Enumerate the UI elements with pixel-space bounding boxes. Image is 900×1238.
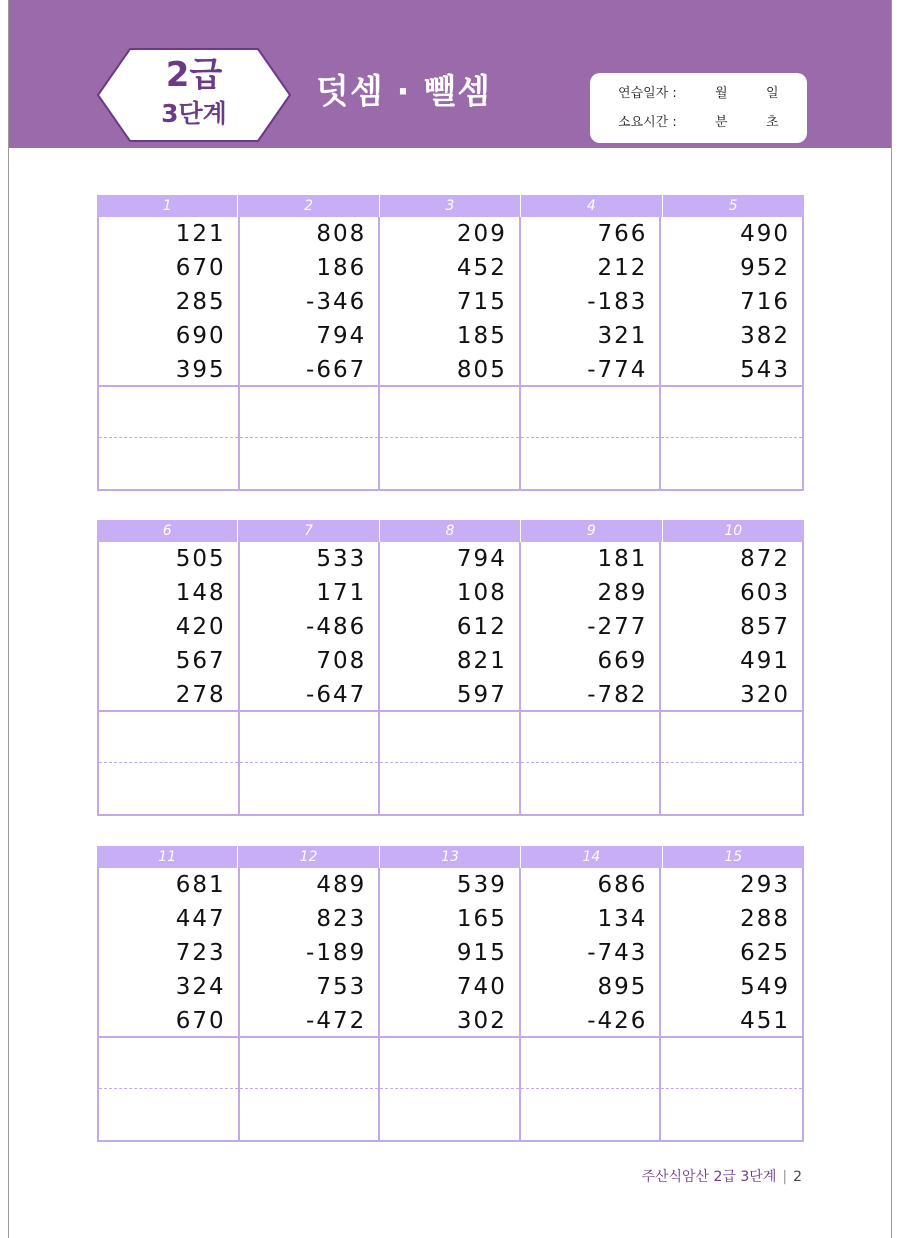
operand: 612 [456, 614, 507, 640]
operand: 549 [740, 974, 791, 1000]
answer-divider [521, 710, 660, 712]
operand: -774 [587, 357, 648, 383]
operand: -183 [587, 289, 648, 315]
operand: -743 [587, 940, 648, 966]
operand: 185 [456, 323, 507, 349]
level-badge [96, 47, 292, 143]
answer-dashed-line [99, 1088, 238, 1089]
operand: -667 [306, 357, 367, 383]
problem-number: 1 [97, 195, 238, 217]
operand: -647 [306, 682, 367, 708]
problem-column [99, 217, 240, 489]
operand: 794 [456, 546, 507, 572]
operand: -426 [587, 1008, 648, 1034]
time-taken-row [590, 113, 807, 133]
problem-column [521, 868, 662, 1140]
operand: 857 [740, 614, 791, 640]
operand: -189 [306, 940, 367, 966]
operand: 134 [597, 906, 648, 932]
month-unit: 월 [715, 86, 728, 101]
operand: 505 [175, 546, 226, 572]
operand: 543 [740, 357, 791, 383]
operand: 491 [740, 648, 791, 674]
operand: 670 [175, 1008, 226, 1034]
grade-label: 2급 [165, 55, 223, 95]
answer-dashed-line [380, 762, 519, 763]
problem-grid [97, 217, 804, 491]
problem-column [380, 217, 521, 489]
operand: 533 [316, 546, 367, 572]
problem-grid [97, 868, 804, 1142]
problem-number: 12 [238, 846, 379, 868]
answer-dashed-line [99, 762, 238, 763]
practice-info-box [590, 73, 807, 143]
operand: 872 [740, 546, 791, 572]
operand: 165 [456, 906, 507, 932]
answer-divider [380, 710, 519, 712]
answer-divider [661, 710, 802, 712]
problem-number: 5 [728, 198, 738, 214]
problem-number: 14 [521, 846, 662, 868]
operand: 952 [740, 255, 791, 281]
problem-number: 11 [97, 846, 238, 868]
operand: 447 [175, 906, 226, 932]
answer-dashed-line [661, 437, 802, 438]
answer-divider [661, 385, 802, 387]
problem-column [99, 542, 240, 814]
operand: 121 [175, 221, 226, 247]
operand: 690 [175, 323, 226, 349]
operand: 715 [456, 289, 507, 315]
operand: 451 [740, 1008, 791, 1034]
operand: 708 [316, 648, 367, 674]
answer-dashed-line [661, 1088, 802, 1089]
minute-unit: 분 [715, 115, 728, 130]
operand: 823 [316, 906, 367, 932]
problem-column [99, 868, 240, 1140]
operand: 452 [456, 255, 507, 281]
day-unit: 일 [766, 86, 779, 101]
operand: -346 [306, 289, 367, 315]
operand: 821 [456, 648, 507, 674]
page-footer [641, 1167, 802, 1187]
problem-number: 4 [521, 195, 662, 217]
answer-divider [240, 710, 379, 712]
operand: 148 [175, 580, 226, 606]
problem-column [240, 542, 381, 814]
problem-number-row [97, 195, 804, 217]
operand: 489 [316, 872, 367, 898]
problem-number: 6 [97, 520, 238, 542]
problem-column [521, 542, 662, 814]
problem-number: 8 [380, 520, 521, 542]
operand: 915 [456, 940, 507, 966]
operand: 740 [456, 974, 507, 1000]
answer-divider [99, 385, 238, 387]
operand: 420 [175, 614, 226, 640]
answer-divider [99, 1036, 238, 1038]
operand: 603 [740, 580, 791, 606]
operand: 288 [740, 906, 791, 932]
problem-grid [97, 542, 804, 816]
operand: 324 [175, 974, 226, 1000]
problem-column [240, 868, 381, 1140]
operand: -486 [306, 614, 367, 640]
answer-dashed-line [240, 762, 379, 763]
answer-divider [99, 710, 238, 712]
problem-column [521, 217, 662, 489]
operand: 681 [175, 872, 226, 898]
operand: 321 [597, 323, 648, 349]
answer-divider [521, 1036, 660, 1038]
footer-separator: | [782, 1169, 788, 1185]
operand: -277 [587, 614, 648, 640]
problem-number: 7 [238, 520, 379, 542]
operand: 625 [740, 940, 791, 966]
operand: 753 [316, 974, 367, 1000]
operand: 808 [316, 221, 367, 247]
answer-dashed-line [521, 1088, 660, 1089]
answer-dashed-line [661, 762, 802, 763]
operand: 181 [597, 546, 648, 572]
practice-date-row [590, 84, 807, 104]
answer-dashed-line [240, 437, 379, 438]
problem-column [661, 542, 802, 814]
operand: 320 [740, 682, 791, 708]
problem-number-row [97, 520, 804, 542]
practice-date-label: 연습일자 : [618, 86, 677, 101]
operand: 278 [175, 682, 226, 708]
answer-dashed-line [99, 437, 238, 438]
operand: 289 [597, 580, 648, 606]
time-taken-label: 소요시간 : [618, 115, 677, 130]
problem-number-row [97, 846, 804, 868]
operand: 293 [740, 872, 791, 898]
second-unit: 초 [766, 115, 779, 130]
problem-column [380, 542, 521, 814]
operand: 895 [597, 974, 648, 1000]
answer-dashed-line [240, 1088, 379, 1089]
operand: 670 [175, 255, 226, 281]
answer-dashed-line [521, 762, 660, 763]
operand: 285 [175, 289, 226, 315]
operand: 539 [456, 872, 507, 898]
answer-divider [380, 1036, 519, 1038]
answer-dashed-line [521, 437, 660, 438]
operand: 567 [175, 648, 226, 674]
problem-column [380, 868, 521, 1140]
footer-book-title: 주산식암산 2급 3단계 [641, 1169, 777, 1185]
operand: 382 [740, 323, 791, 349]
operand: 766 [597, 221, 648, 247]
problem-number: 3 [380, 195, 521, 217]
operand: -472 [306, 1008, 367, 1034]
problem-column [661, 217, 802, 489]
page-title: 덧셈 · 뺄셈 [316, 72, 491, 112]
operand: 212 [597, 255, 648, 281]
operand: 209 [456, 221, 507, 247]
operand: -782 [587, 682, 648, 708]
operand: 669 [597, 648, 648, 674]
problem-number: 15 [724, 849, 743, 865]
problem-number: 2 [238, 195, 379, 217]
operand: 395 [175, 357, 226, 383]
operand: 597 [456, 682, 507, 708]
problem-column [661, 868, 802, 1140]
operand: 171 [316, 580, 367, 606]
answer-divider [380, 385, 519, 387]
problem-column [240, 217, 381, 489]
problem-number: 10 [724, 523, 743, 539]
operand: 723 [175, 940, 226, 966]
operand: 686 [597, 872, 648, 898]
step-label: 3단계 [161, 99, 227, 128]
answer-dashed-line [380, 1088, 519, 1089]
answer-dashed-line [380, 437, 519, 438]
problem-number: 9 [521, 520, 662, 542]
operand: 794 [316, 323, 367, 349]
operand: 302 [456, 1008, 507, 1034]
operand: 805 [456, 357, 507, 383]
answer-divider [240, 385, 379, 387]
answer-divider [240, 1036, 379, 1038]
problem-number: 13 [380, 846, 521, 868]
operand: 108 [456, 580, 507, 606]
operand: 490 [740, 221, 791, 247]
page-number: 2 [793, 1169, 802, 1185]
operand: 716 [740, 289, 791, 315]
operand: 186 [316, 255, 367, 281]
answer-divider [661, 1036, 802, 1038]
answer-divider [521, 385, 660, 387]
